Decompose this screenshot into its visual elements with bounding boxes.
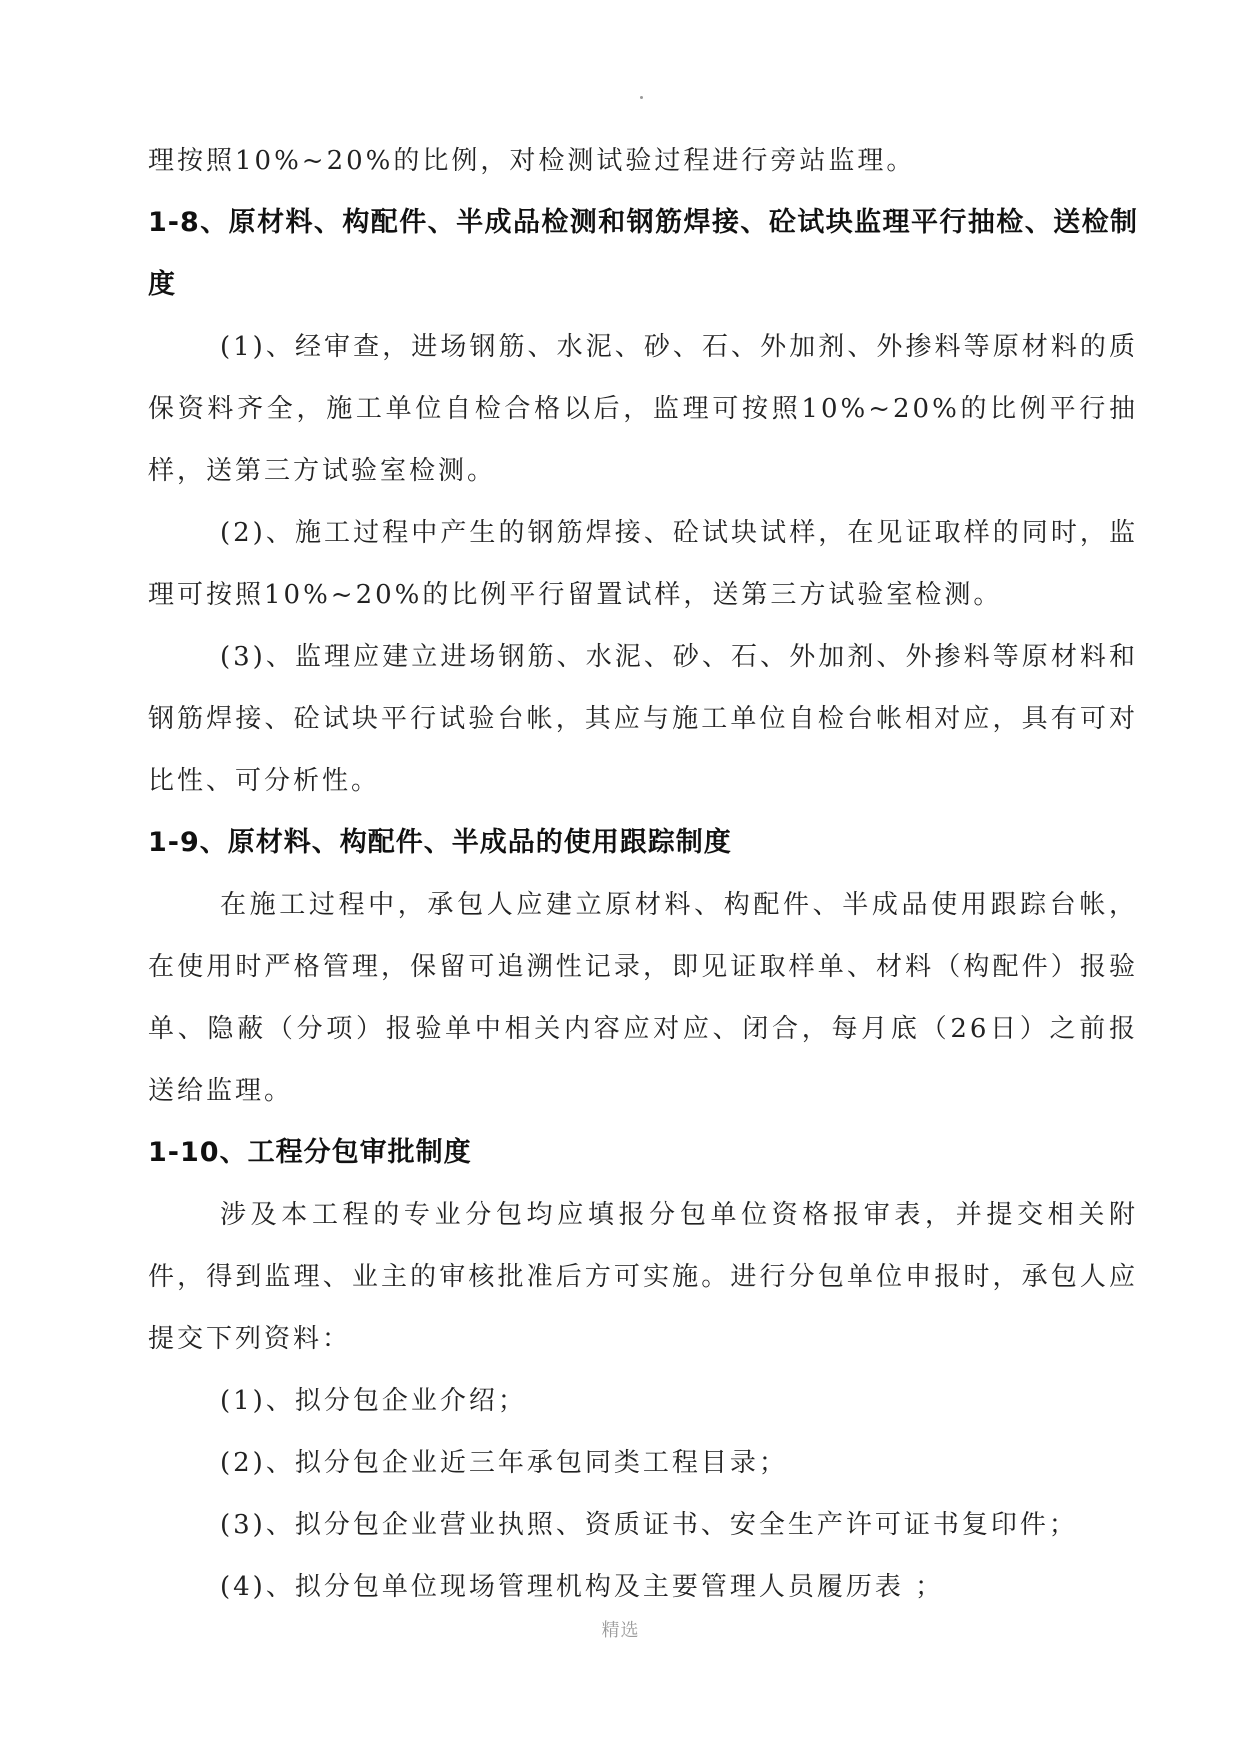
list-item: (3)、拟分包企业营业执照、资质证书、安全生产许可证书复印件；: [220, 1510, 1078, 1540]
paragraph-1-9-1: 在施工过程中，承包人应建立原材料、构配件、半成品使用跟踪台帐，在使用时严格管理，保留可追溯性记录，即见证取样单、材料（构配件）报验单、隐蔽（分项）报验单中相关内容应对应、闭合，每月底（26日）之前报送给监理。: [148, 890, 1138, 1106]
list-item: (4)、拟分包单位现场管理机构及主要管理人员履历表 ；: [220, 1572, 945, 1602]
document-body: [148, 130, 1138, 1618]
paragraph-1-8-3: (3)、监理应建立进场钢筋、水泥、砂、石、外加剂、外掺料等原材料和钢筋焊接、砼试块平行试验台帐，其应与施工单位自检台帐相对应，具有可对比性、可分析性。: [148, 642, 1138, 796]
paragraph-1-10-1: 涉及本工程的专业分包均应填报分包单位资格报审表，并提交相关附件，得到监理、业主的审核批准后方可实施。进行分包单位申报时，承包人应提交下列资料：: [148, 1200, 1138, 1354]
page-footer-label: 精选: [601, 1620, 640, 1641]
intro-paragraph: 理按照10%~20%的比例，对检测试验过程进行旁站监理。: [148, 146, 916, 176]
list-item: (1)、拟分包企业介绍；: [220, 1386, 527, 1416]
header-dot: [640, 96, 643, 99]
section-heading-1-10: 1-10、工程分包审批制度: [148, 1137, 472, 1168]
section-heading-1-8: 1-8、原材料、构配件、半成品检测和钢筋焊接、砼试块监理平行抽检、送检制度: [148, 207, 1138, 300]
list-item: (2)、拟分包企业近三年承包同类工程目录；: [220, 1448, 788, 1478]
section-heading-1-9: 1-9、原材料、构配件、半成品的使用跟踪制度: [148, 827, 732, 858]
paragraph-1-8-1: (1)、经审查，进场钢筋、水泥、砂、石、外加剂、外掺料等原材料的质保资料齐全，施工单位自检合格以后，监理可按照10%~20%的比例平行抽样，送第三方试验室检测。: [148, 332, 1138, 486]
paragraph-1-8-2: (2)、施工过程中产生的钢筋焊接、砼试块试样，在见证取样的同时，监理可按照10%~20%的比例平行留置试样，送第三方试验室检测。: [148, 518, 1138, 610]
